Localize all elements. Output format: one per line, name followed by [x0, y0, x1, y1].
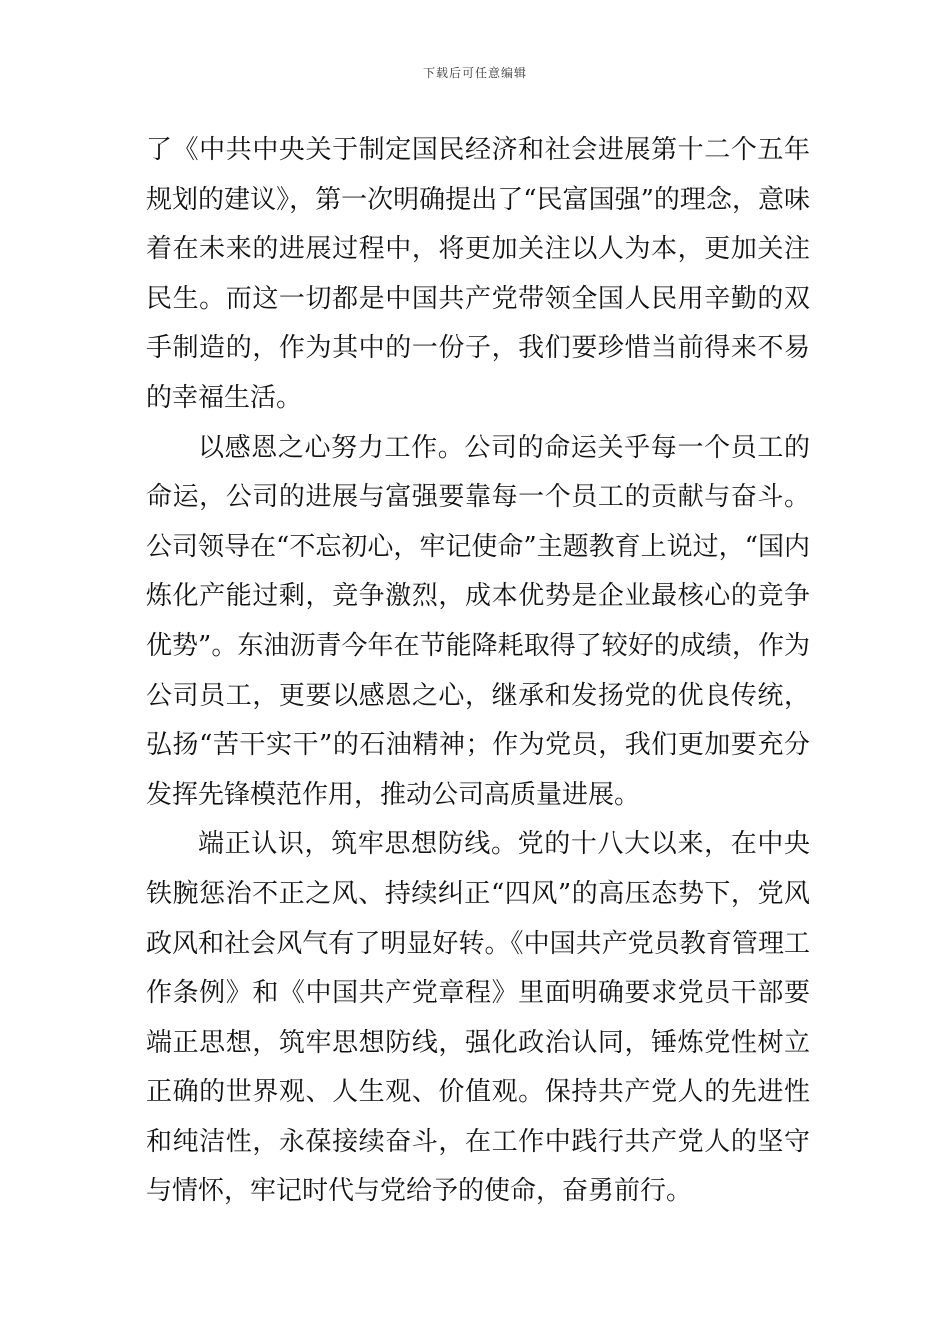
header-note: 下载后可任意编辑 [422, 66, 527, 80]
paragraph-gratitude-work: 以感恩之心努力工作。公司的命运关乎每一个员工的命运，公司的进展与富强要靠每一个员工的贡献与奋斗。公司领导在“不忘初心，牢记使命”主题教育上说过，“国内炼化产能过剩，竞争激烈，成本优势是企业最核心的竞争优势”。东油沥青今年在节能降耗取得了较好的成绩，作为公司员工，更要以感恩之心，继承和发扬党的优良传统，弘扬“苦干实干”的石油精神；作为党员，我们更加要充分发挥先锋模范作用，推动公司高质量进展。 [146, 432, 810, 810]
paragraph-correct-understanding: 端正认识，筑牢思想防线。党的十八大以来，在中央铁腕惩治不正之风、持续纠正“四风”的高压态势下，党风政风和社会风气有了明显好转。《中国共产党员教育管理工作条例》和《中国共产党章程》里面明确要求党员干部要端正思想，筑牢思想防线，强化政治认同，锤炼党性树立正确的世界观、人生观、价值观。保持共产党人的先进性和纯洁性，永葆接续奋斗，在工作中践行共产党人的坚守与情怀，牢记时代与党给予的使命，奋勇前行。 [146, 829, 810, 1207]
paragraph-continued: 了《中共中央关于制定国民经济和社会进展第十二个五年规划的建议》，第一次明确提出了“民富国强”的理念，意味着在未来的进展过程中，将更加关注以人为本，更加关注民生。而这一切都是中国共产党带领全国人民用辛勤的双手制造的，作为其中的一份子，我们要珍惜当前得来不易的幸福生活。 [146, 135, 810, 413]
document-body [146, 126, 810, 1217]
